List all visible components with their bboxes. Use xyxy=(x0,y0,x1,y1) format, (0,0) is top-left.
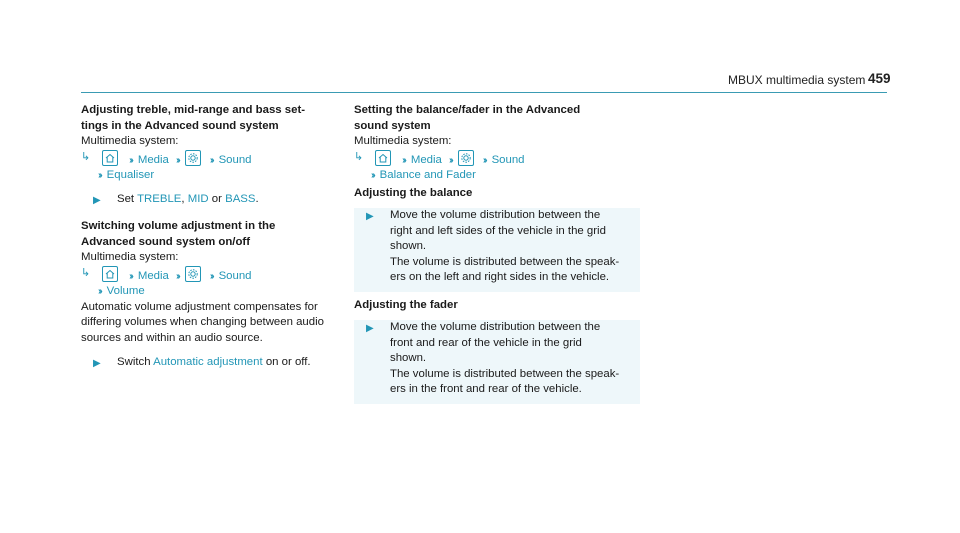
page-number: 459 xyxy=(868,71,891,86)
step-text: right and left sides of the vehicle in the grid xyxy=(390,224,606,237)
step-bullet-icon: ▶ xyxy=(366,323,374,334)
home-icon xyxy=(102,266,118,282)
double-chevron-icon: ›› xyxy=(209,270,213,282)
subsection-heading: Adjusting the balance xyxy=(354,186,473,199)
menu-volume[interactable]: Volume xyxy=(106,285,145,297)
double-chevron-icon: ›› xyxy=(209,154,213,166)
option-automatic-adjustment[interactable]: Automatic adjustment xyxy=(153,356,263,368)
home-icon xyxy=(375,150,391,166)
step-result: The volume is distributed between the speak- xyxy=(390,367,620,380)
subsection-heading: Adjusting the fader xyxy=(354,298,458,311)
result-arrow-icon: ↳ xyxy=(81,150,91,163)
double-chevron-icon: ›› xyxy=(176,270,179,282)
result-arrow-icon: ↳ xyxy=(81,266,91,279)
body-text: Automatic volume adjustment compensates for xyxy=(81,300,318,313)
menu-path xyxy=(81,266,363,285)
result-arrow-icon: ↳ xyxy=(354,150,364,163)
step-bullet-icon: ▶ xyxy=(366,211,374,222)
menu-media[interactable]: Media xyxy=(137,153,169,166)
section-heading: Advanced sound system on/off xyxy=(81,235,250,248)
menu-sound[interactable]: Sound xyxy=(491,153,525,166)
left-column xyxy=(81,103,363,383)
step-bullet-icon: ▶ xyxy=(93,194,101,206)
step-text: , xyxy=(181,192,185,205)
double-chevron-icon: ›› xyxy=(449,154,452,166)
gear-icon xyxy=(185,266,201,282)
section-heading: Setting the balance/fader in the Advanced xyxy=(354,104,581,116)
step-fader xyxy=(354,320,640,404)
double-chevron-icon: ›› xyxy=(98,170,101,181)
step-text: . xyxy=(255,192,259,205)
step-text: Move the volume distribution between the xyxy=(390,209,601,221)
right-column xyxy=(354,103,636,410)
menu-path xyxy=(81,150,363,169)
step-text: Set xyxy=(117,192,135,205)
section-heading: Switching volume adjustment in the xyxy=(81,220,276,232)
menu-sound[interactable]: Sound xyxy=(218,269,252,282)
step-result: ers on the left and right sides in the vehicle. xyxy=(390,271,610,283)
body-text: sources and within an audio source. xyxy=(81,331,263,344)
intro-text: Multimedia system: xyxy=(354,135,452,147)
step-result: ers in the front and rear of the vehicle. xyxy=(390,383,582,395)
option-treble[interactable]: TREBLE xyxy=(137,192,182,205)
menu-path-cont xyxy=(81,168,363,184)
body-text: differing volumes when changing between audio xyxy=(81,316,324,328)
step-set-treble xyxy=(81,192,363,214)
intro-text: Multimedia system: xyxy=(81,135,179,147)
menu-media[interactable]: Media xyxy=(137,269,169,282)
step-balance xyxy=(354,208,640,292)
intro-text: Multimedia system: xyxy=(81,251,179,263)
double-chevron-icon: ›› xyxy=(98,286,101,297)
option-bass[interactable]: BASS xyxy=(225,192,256,205)
home-icon xyxy=(102,150,118,166)
step-result: The volume is distributed between the speak- xyxy=(390,255,620,268)
menu-equaliser[interactable]: Equaliser xyxy=(106,169,155,181)
menu-path-cont xyxy=(81,284,363,300)
double-chevron-icon: ›› xyxy=(129,270,132,282)
step-bullet-icon: ▶ xyxy=(93,358,101,369)
double-chevron-icon: ›› xyxy=(482,154,486,166)
step-text: Move the volume distribution between the xyxy=(390,321,601,333)
step-text: shown. xyxy=(390,352,427,364)
step-switch-auto xyxy=(81,355,363,377)
step-text: Switch xyxy=(117,356,151,368)
header-rule xyxy=(81,92,887,93)
gear-icon xyxy=(458,150,474,166)
step-text: front and rear of the vehicle in the grid xyxy=(390,336,582,349)
section-heading: Adjusting treble, mid-range and bass set- xyxy=(81,104,306,116)
double-chevron-icon: ›› xyxy=(176,154,179,166)
menu-path xyxy=(354,150,636,169)
double-chevron-icon: ›› xyxy=(402,154,405,166)
section-heading: tings in the Advanced sound system xyxy=(81,119,279,132)
double-chevron-icon: ›› xyxy=(129,154,132,166)
step-text: on or off. xyxy=(265,356,311,368)
menu-path-cont xyxy=(354,168,636,184)
step-text: shown. xyxy=(390,240,427,252)
menu-media[interactable]: Media xyxy=(410,153,442,166)
menu-balance-fader[interactable]: Balance and Fader xyxy=(379,169,476,181)
double-chevron-icon: ›› xyxy=(371,170,374,181)
section-heading: sound system xyxy=(354,119,431,132)
step-text: or xyxy=(211,192,222,205)
option-mid[interactable]: MID xyxy=(187,192,209,205)
gear-icon xyxy=(185,150,201,166)
header-title: MBUX multimedia system xyxy=(728,73,866,87)
menu-sound[interactable]: Sound xyxy=(218,153,252,166)
